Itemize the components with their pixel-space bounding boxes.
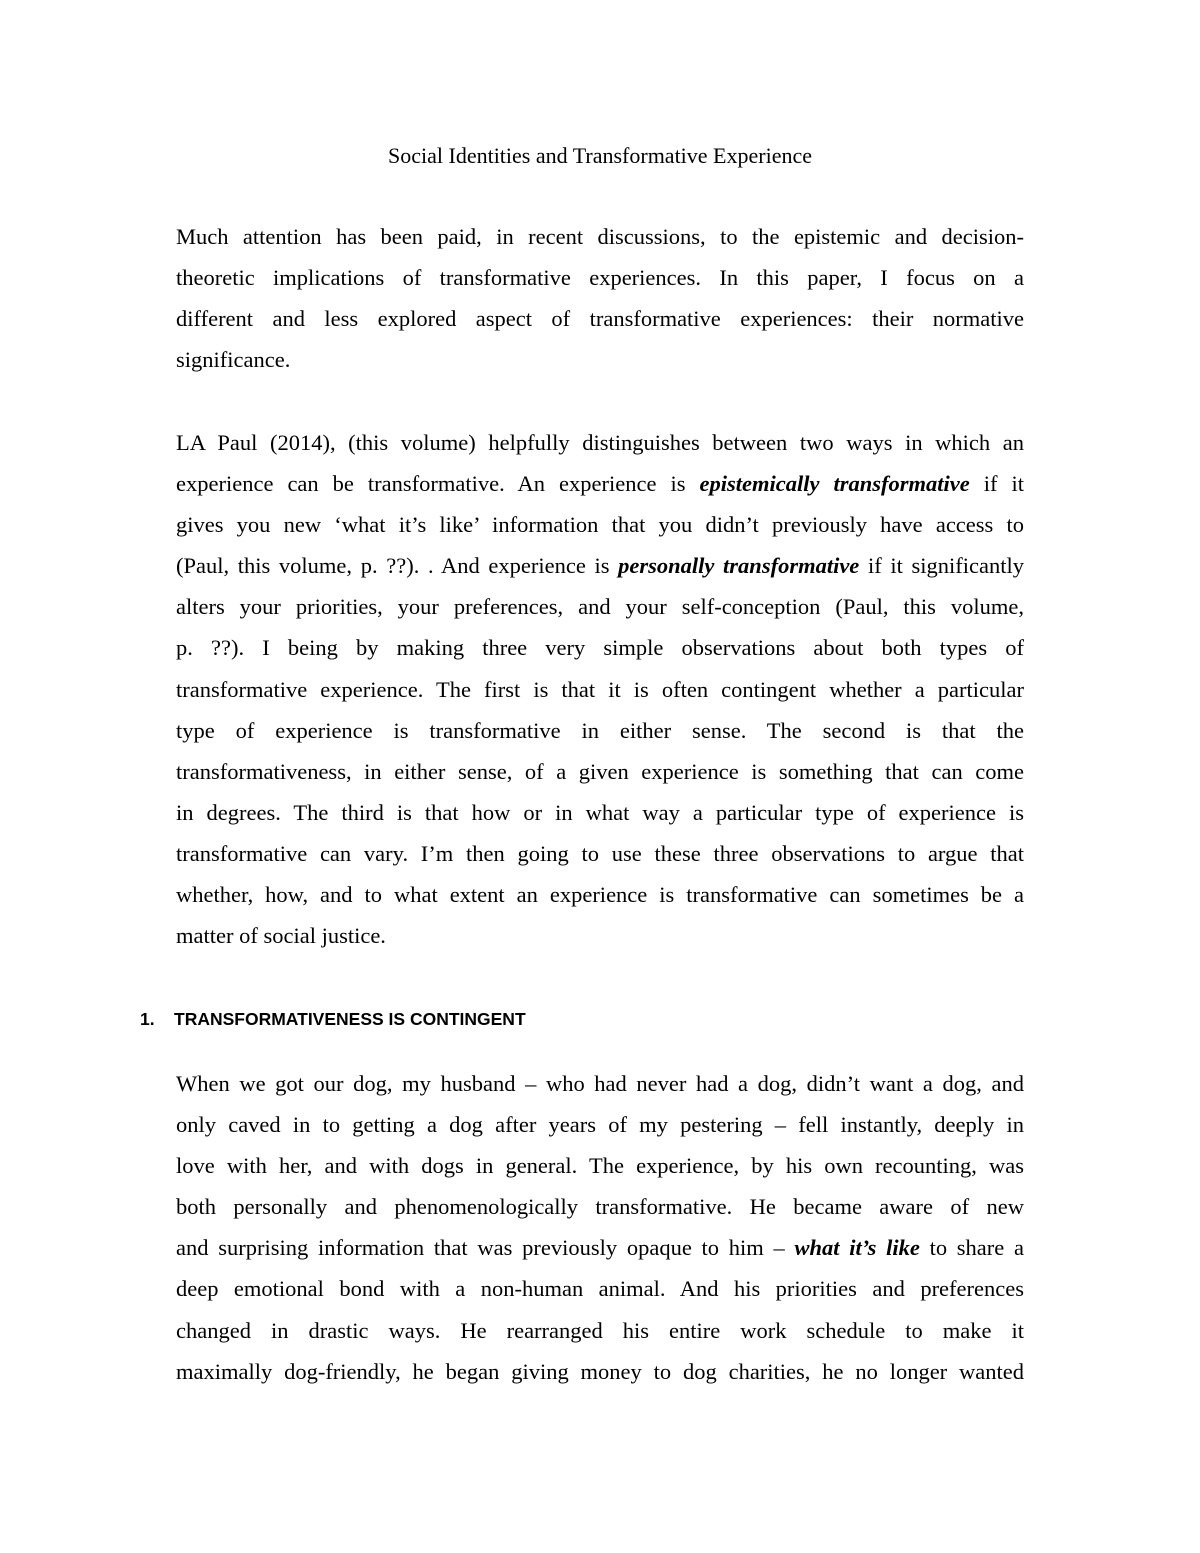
text-line: LA Paul (2014), (this volume) helpfully distinguishes between two ways in which an bbox=[176, 430, 1024, 455]
text-line: Much attention has been paid, in recent discussions, to the epistemic and decision- bbox=[176, 224, 1024, 249]
intro-paragraph bbox=[176, 422, 1024, 956]
text-line: maximally dog-friendly, he began giving money to dog charities, he no longer wanted bbox=[176, 1358, 1024, 1384]
body-paragraph bbox=[176, 1063, 1024, 1392]
paper-title: Social Identities and Transformative Experience bbox=[388, 143, 812, 168]
emphasis-term: what it’s like bbox=[794, 1235, 920, 1261]
text-span: and surprising information that was previously opaque to him – bbox=[176, 1235, 795, 1261]
text-span: experience can be transformative. An experience is bbox=[176, 471, 700, 497]
text-line: When we got our dog, my husband – who had never had a dog, didn’t want a dog, and bbox=[176, 1071, 1024, 1096]
text-line: only caved in to getting a dog after years of my pestering – fell instantly, deeply in bbox=[176, 1112, 1024, 1138]
text-line: whether, how, and to what extent an experience is transformative can sometimes be a bbox=[176, 882, 1024, 908]
section-heading bbox=[140, 1005, 526, 1033]
text-line: p. ??). I being by making three very simple observations about both types of bbox=[176, 635, 1024, 661]
text-line: in degrees. The third is that how or in what way a particular type of experience is bbox=[176, 799, 1024, 825]
text-line: matter of social justice. bbox=[176, 923, 386, 949]
text-line: different and less explored aspect of transformative experiences: their normative bbox=[176, 306, 1024, 332]
text-line: changed in drastic ways. He rearranged his entire work schedule to make it bbox=[176, 1317, 1024, 1343]
text-line bbox=[176, 545, 1024, 586]
text-line: type of experience is transformative in either sense. The second is that the bbox=[176, 717, 1024, 743]
text-line: transformative experience. The first is that it is often contingent whether a particular bbox=[176, 676, 1024, 702]
text-line: both personally and phenomenologically transformative. He became aware of new bbox=[176, 1194, 1024, 1220]
text-line: transformative can vary. I’m then going to use these three observations to argue that bbox=[176, 840, 1024, 866]
abstract-paragraph bbox=[176, 216, 1024, 380]
section-title: TRANSFORMATIVENESS IS CONTINGENT bbox=[174, 1009, 526, 1029]
text-span: if it bbox=[969, 471, 1025, 497]
text-line bbox=[176, 463, 1024, 504]
text-line: transformativeness, in either sense, of a given experience is something that can come bbox=[176, 758, 1024, 784]
text-line: love with her, and with dogs in general. The experience, by his own recounting, was bbox=[176, 1153, 1024, 1179]
text-line: theoretic implications of transformative experiences. In this paper, I focus on a bbox=[176, 265, 1024, 291]
section-number: 1. bbox=[140, 1009, 155, 1029]
text-span: (Paul, this volume, p. ??). . And experience is bbox=[176, 553, 619, 579]
text-line: deep emotional bond with a non-human animal. And his priorities and preferences bbox=[176, 1276, 1024, 1302]
emphasis-term: personally transformative bbox=[618, 553, 860, 579]
emphasis-term: epistemically transformative bbox=[699, 471, 970, 497]
text-span: to share a bbox=[919, 1235, 1024, 1261]
text-line: gives you new ‘what it’s like’ information that you didn’t previously have access to bbox=[176, 512, 1024, 538]
text-span: if it significantly bbox=[859, 553, 1024, 579]
text-line: alters your priorities, your preferences, and your self-conception (Paul, this volume, bbox=[176, 594, 1024, 620]
text-line bbox=[176, 1227, 1024, 1268]
text-line: significance. bbox=[176, 347, 291, 373]
